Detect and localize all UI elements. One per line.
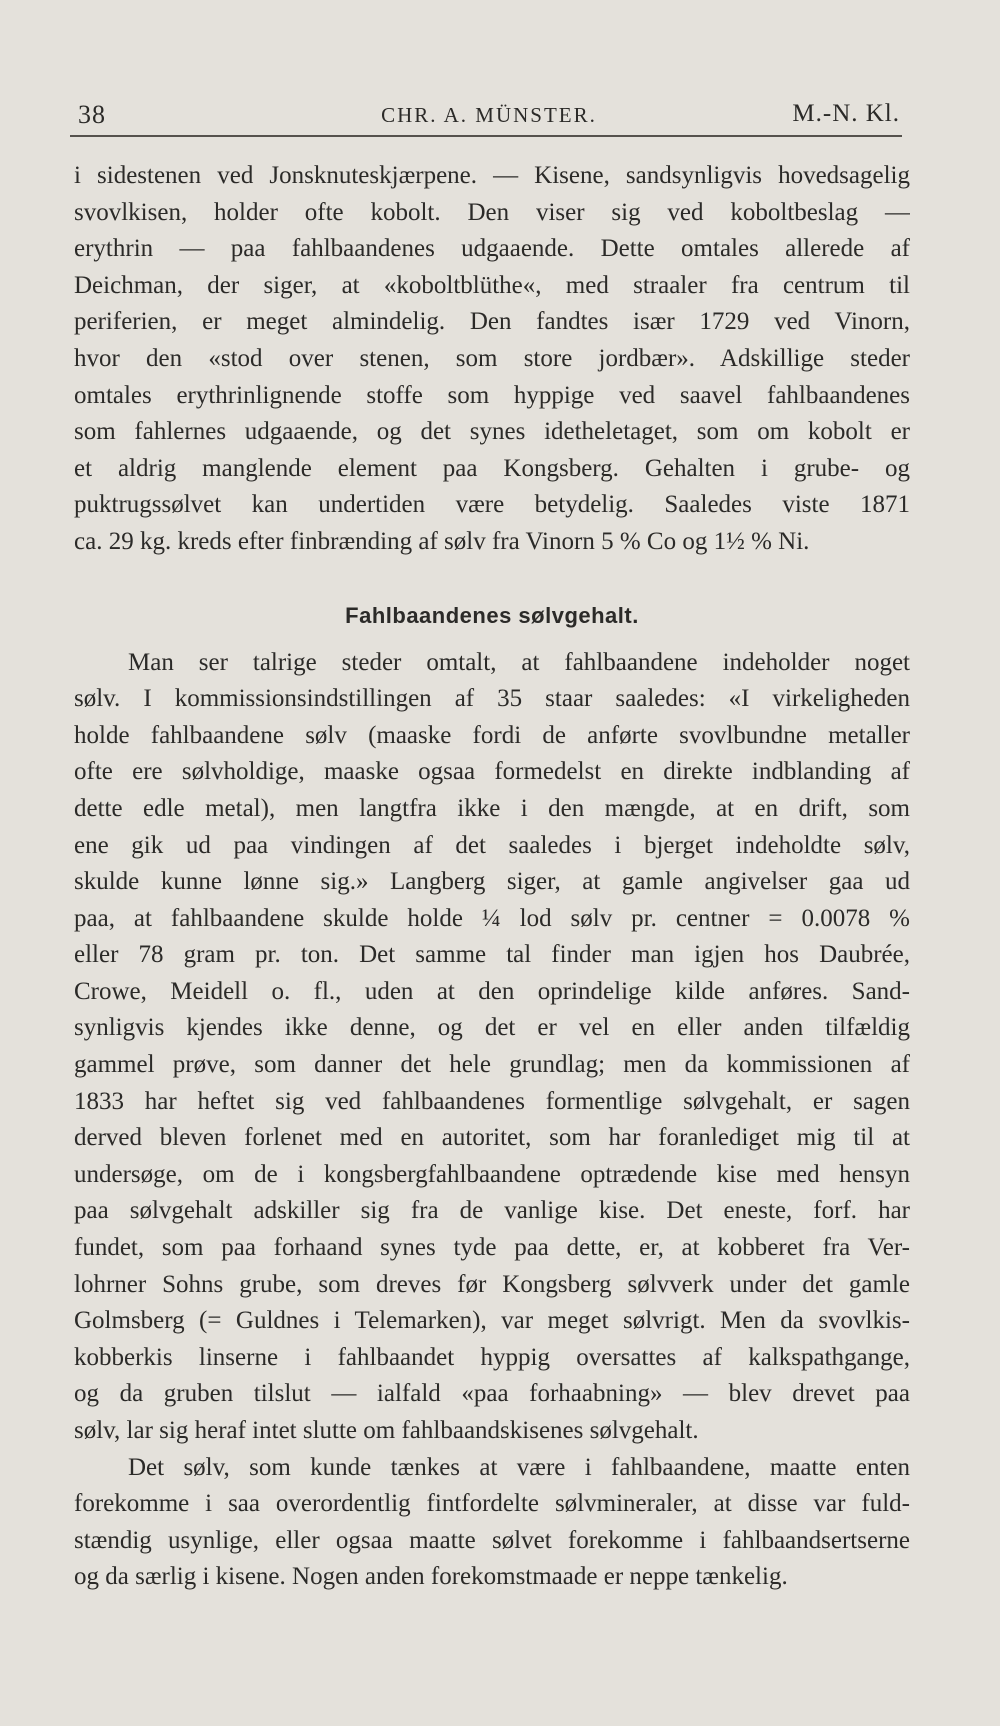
text-line: svovlkisen, holder ofte kobolt. Den viser sig ved koboltbeslag — — [74, 198, 910, 226]
text-line: Deichman, der siger, at «koboltblüthe«, med straaler fra centrum til — [74, 271, 910, 299]
text-line: stændig usynlige, eller ogsaa maatte sølvet forekomme i fahlbaandsertserne — [74, 1526, 910, 1554]
text-line: sølv, lar sig heraf intet slutte om fahlbaandskisenes sølvgehalt. — [74, 1417, 699, 1444]
text-line: periferien, er meget almindelig. Den fandtes især 1729 ved Vinorn, — [74, 308, 910, 336]
section-heading: Fahlbaandenes sølvgehalt. — [345, 602, 639, 628]
text-line: Golmsberg (= Guldnes i Telemarken), var meget sølvrigt. Men da svovlkis- — [74, 1307, 910, 1335]
paragraph-2 — [74, 645, 910, 1450]
page-number: 38 — [78, 100, 106, 129]
text-line: Man ser talrige steder omtalt, at fahlbaandene indeholder noget — [128, 648, 910, 676]
text-line: synligvis kjendes ikke denne, og det er vel en eller anden tilfældig — [74, 1014, 910, 1042]
paragraph-3 — [74, 1450, 910, 1596]
page-body — [74, 158, 910, 1596]
text-line: et aldrig manglende element paa Kongsberg. Gehalten i grube- og — [74, 454, 910, 482]
section-tag: M.-N. Kl. — [792, 100, 900, 127]
text-line: erythrin — paa fahlbaandenes udgaaende. Dette omtales allerede af — [74, 235, 910, 263]
text-line: og da særlig i kisene. Nogen anden forekomstmaade er neppe tænkelig. — [74, 1563, 788, 1591]
header-rule — [70, 135, 902, 137]
text-line: sølv. I kommissionsindstillingen af 35 staar saaledes: «I virkeligheden — [74, 685, 910, 713]
text-line: gammel prøve, som danner det hele grundlag; men da kommissionen af — [74, 1051, 910, 1079]
text-line: omtales erythrinlignende stoffe som hyppige ved saavel fahlbaandenes — [74, 381, 910, 409]
text-line: Det sølv, som kunde tænkes at være i fahlbaandene, maatte enten — [128, 1453, 910, 1481]
page-header — [78, 92, 900, 132]
text-line: derved bleven forlenet med en autoritet, som har foranlediget mig til at — [74, 1124, 910, 1152]
text-line: forekomme i saa overordentlig fintfordelte sølvmineraler, at disse var fuld- — [74, 1490, 910, 1518]
text-line: paa, at fahlbaandene skulde holde ¼ lod sølv pr. centner = 0.0078 % — [74, 904, 910, 932]
text-line: dette edle metal), men langtfra ikke i den mængde, at en drift, som — [74, 794, 910, 822]
text-line: i sidestenen ved Jonsknuteskjærpene. — Kisene, sandsynligvis hovedsagelig — [74, 162, 910, 189]
text-line: og da gruben tilslut — ialfald «paa forhaabning» — blev drevet paa — [74, 1380, 910, 1408]
text-line: ofte ere sølvholdige, maaske ogsaa formedelst en direkte indblanding af — [74, 758, 910, 786]
text-line: skulde kunne lønne sig.» Langberg siger, at gamle angivelser gaa ud — [74, 868, 910, 896]
text-line: 1833 har heftet sig ved fahlbaandenes formentlige sølvgehalt, er sagen — [74, 1087, 910, 1115]
text-line: paa sølvgehalt adskiller sig fra de vanlige kise. Det eneste, forf. har — [74, 1197, 910, 1225]
text-line: puktrugssølvet kan undertiden være betydelig. Saaledes viste 1871 — [74, 491, 910, 519]
text-line: som fahlernes udgaaende, og det synes idetheletaget, som om kobolt er — [74, 418, 910, 446]
text-line: hvor den «stod over stenen, som store jordbær». Adskillige steder — [74, 344, 910, 372]
running-title: CHR. A. MÜNSTER. — [381, 103, 597, 127]
text-line: lohrner Sohns grube, som dreves før Kongsberg sølvverk under det gamle — [74, 1270, 910, 1298]
paragraph-1 — [74, 158, 910, 561]
text-line: undersøge, om de i kongsbergfahlbaandene optrædende kise med hensyn — [74, 1160, 910, 1188]
text-line: ene gik ud paa vindingen af det saaledes i bjerget indeholdte sølv, — [74, 831, 910, 859]
text-line: ca. 29 kg. kreds efter finbrænding af sølv fra Vinorn 5 % Co og 1½ % Ni. — [74, 527, 810, 555]
text-line: kobberkis linserne i fahlbaandet hyppig oversattes af kalkspathgange, — [74, 1343, 910, 1371]
text-line: holde fahlbaandene sølv (maaske fordi de anførte svovlbundne metaller — [74, 721, 910, 749]
text-line: eller 78 gram pr. ton. Det samme tal finder man igjen hos Daubrée, — [74, 941, 910, 969]
text-line: Crowe, Meidell o. fl., uden at den oprindelige kilde anføres. Sand- — [74, 977, 910, 1005]
text-line: fundet, som paa forhaand synes tyde paa dette, er, at kobberet fra Ver- — [74, 1234, 910, 1262]
